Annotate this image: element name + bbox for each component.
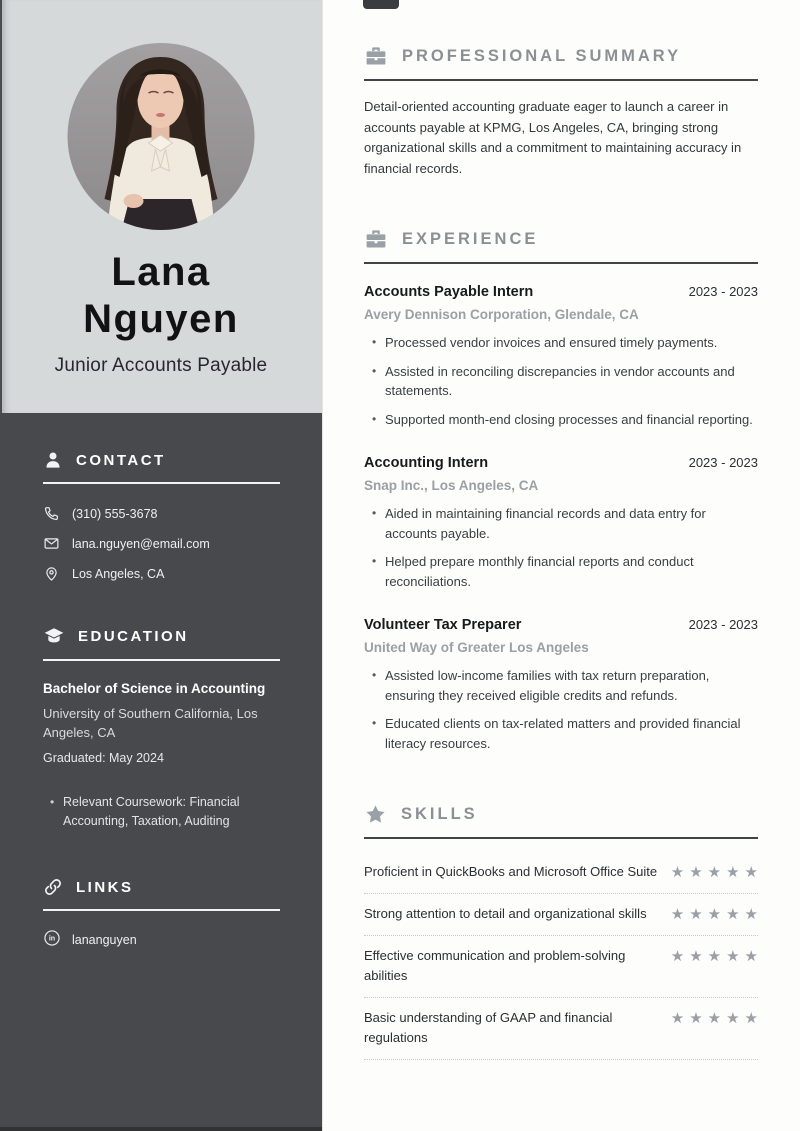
job-bullet: • Assisted low-income families with tax return preparation, ensuring they received eligible credits and refunds. (364, 666, 758, 705)
person-name (0, 249, 322, 343)
star-icon: ★ (744, 1009, 758, 1027)
skill-rating (671, 905, 758, 923)
education-coursework-bullet: • Relevant Coursework: Financial Accounting, Taxation, Auditing (43, 793, 280, 831)
job-bullet: • Helped prepare monthly financial reports and conduct reconciliations. (364, 552, 758, 591)
star-icon: ★ (744, 947, 758, 965)
skill-row (364, 894, 758, 936)
contact-item-phone (43, 505, 280, 522)
location-icon (43, 565, 60, 582)
experience-heading-label: EXPERIENCE (402, 229, 539, 248)
profile-panel (0, 0, 322, 413)
job-entry (364, 284, 758, 429)
star-icon: ★ (707, 905, 722, 923)
job-bullet: • Processed vendor invoices and ensured timely payments. (364, 333, 758, 353)
name-line2: Nguyen (83, 297, 239, 341)
linkedin-icon (43, 929, 61, 950)
name-line1: Lana (111, 250, 211, 294)
skill-label: Strong attention to detail and organizational skills (364, 906, 647, 921)
star-icon: ★ (744, 905, 758, 923)
skill-rating (671, 947, 758, 965)
summary-heading-label: PROFESSIONAL SUMMARY (402, 46, 682, 65)
skills-list (364, 852, 758, 1060)
star-icon: ★ (689, 863, 703, 881)
star-icon: ★ (726, 947, 740, 965)
briefcase-icon (364, 227, 388, 251)
star-icon: ★ (689, 947, 703, 965)
job-bullet: • Assisted in reconciling discrepancies in vendor accounts and statements. (364, 362, 758, 401)
star-icon: ★ (689, 1009, 703, 1027)
avatar-illustration (68, 43, 255, 230)
job-title: Accounting Intern (364, 455, 489, 471)
job-bullets (364, 504, 758, 591)
job-company: Avery Dennison Corporation, Glendale, CA (364, 307, 639, 322)
skills-heading-label: SKILLS (401, 805, 478, 823)
main-column (322, 0, 800, 1131)
education-graduated: Graduated: May 2024 (43, 751, 164, 765)
svg-text:in: in (48, 934, 56, 943)
job-company: United Way of Greater Los Angeles (364, 640, 589, 655)
job-bullets (364, 666, 758, 753)
cut-off-section-icon (363, 0, 399, 9)
star-icon: ★ (670, 947, 685, 965)
email-icon (43, 535, 60, 552)
job-head (364, 617, 758, 633)
skill-rating (671, 863, 758, 881)
star-icon: ★ (707, 863, 722, 881)
contact-item-email (43, 535, 280, 552)
sidebar (0, 0, 322, 1131)
sidebar-body (0, 413, 322, 950)
contact-item-location (43, 565, 280, 582)
person-job-title: Junior Accounts Payable (54, 355, 268, 376)
star-icon: ★ (726, 863, 740, 881)
job-bullets (364, 333, 758, 429)
star-icon: ★ (707, 1009, 722, 1027)
education-heading-label: EDUCATION (78, 627, 189, 645)
star-icon: ★ (670, 1009, 685, 1027)
star-icon: ★ (744, 863, 758, 881)
star-icon: ★ (670, 905, 685, 923)
links-section-heading (43, 877, 280, 911)
star-icon: ★ (726, 1009, 740, 1027)
job-entry (364, 617, 758, 753)
education-degree: Bachelor of Science in Accounting (43, 681, 266, 696)
avatar (68, 43, 255, 230)
sidebar-footer-strip (0, 1127, 322, 1131)
education-section (43, 625, 280, 831)
star-icon: ★ (689, 905, 703, 923)
skill-row (364, 998, 758, 1060)
link-icon (43, 877, 63, 897)
job-head (364, 455, 758, 471)
contact-heading-label: CONTACT (76, 451, 166, 469)
job-company: Snap Inc., Los Angeles, CA (364, 478, 539, 493)
star-icon (364, 803, 387, 826)
education-school: University of Southern California, Los Angeles, CA (43, 706, 258, 740)
skill-row (364, 936, 758, 998)
links-heading-label: LINKS (76, 878, 134, 896)
briefcase-icon (364, 44, 388, 68)
contact-phone-text: (310) 555-3678 (72, 506, 158, 521)
job-bullet: • Aided in maintaining financial records and data entry for accounts payable. (364, 504, 758, 543)
job-entry (364, 455, 758, 591)
contact-list (43, 505, 280, 582)
skill-label: Proficient in QuickBooks and Microsoft Office Suite (364, 864, 658, 879)
job-dates: 2023 - 2023 (688, 455, 758, 470)
contact-email-text: lana.nguyen@email.com (72, 536, 210, 551)
person-icon (43, 450, 63, 470)
graduation-cap-icon (43, 625, 65, 647)
links-section (43, 877, 280, 950)
job-title: Volunteer Tax Preparer (364, 617, 522, 633)
job-dates: 2023 - 2023 (688, 284, 758, 299)
summary-section-heading (364, 44, 758, 81)
summary-text: Detail-oriented accounting graduate eager to launch a career in accounts payable at KPMG, Los Angeles, CA, bringing strong organizational skills and a commitment to maintaining accuracy in financial records. (364, 99, 742, 176)
experience-section-heading (364, 227, 758, 264)
skill-rating (671, 1009, 758, 1027)
skill-label: Effective communication and problem-solving abilities (364, 948, 626, 983)
linkedin-username: lananguyen (72, 932, 137, 947)
skill-label: Basic understanding of GAAP and financial regulations (364, 1010, 613, 1045)
star-icon: ★ (726, 905, 740, 923)
job-bullet: • Supported month-end closing processes and financial reporting. (364, 410, 758, 430)
skills-section-heading (364, 803, 758, 839)
education-section-heading (43, 625, 280, 661)
star-icon: ★ (670, 863, 685, 881)
contact-section-heading (43, 450, 280, 484)
phone-icon (43, 505, 60, 522)
contact-location-text: Los Angeles, CA (72, 566, 165, 581)
job-title: Accounts Payable Intern (364, 284, 534, 300)
linkedin-link (43, 929, 280, 950)
job-head (364, 284, 758, 300)
job-dates: 2023 - 2023 (688, 617, 758, 632)
job-bullet: • Educated clients on tax-related matters and provided financial literacy resources. (364, 714, 758, 753)
skill-row (364, 852, 758, 894)
star-icon: ★ (707, 947, 722, 965)
